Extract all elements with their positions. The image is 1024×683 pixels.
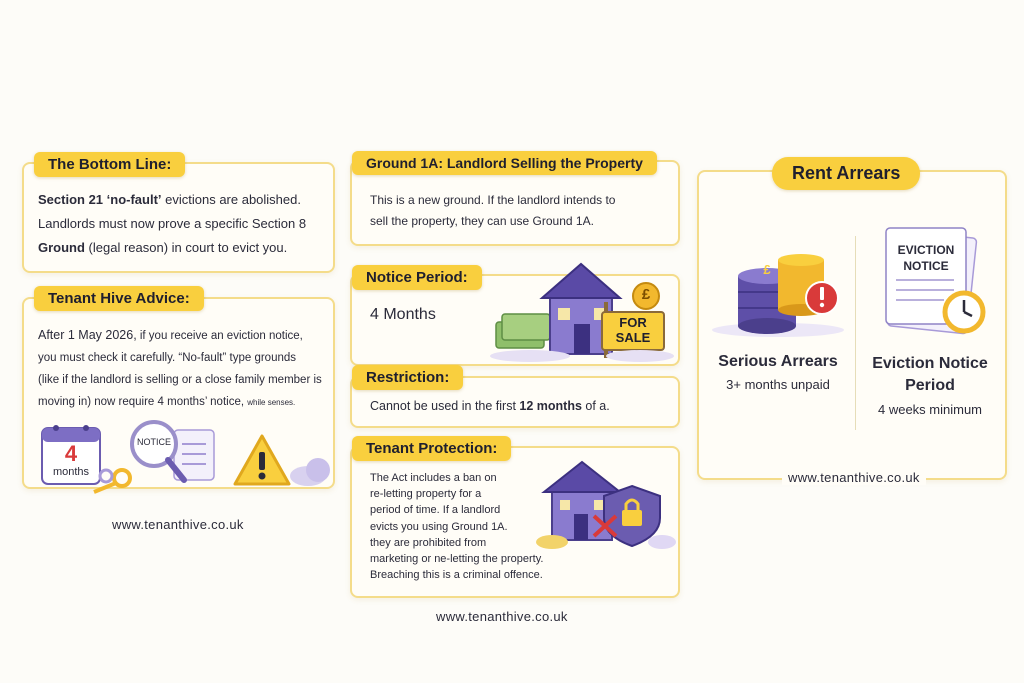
serious-arrears-sub: 3+ months unpaid [726,377,830,392]
bush-decoration [288,450,332,486]
house-for-sale-illustration [490,256,680,364]
notice-period-title: Notice Period: [352,265,482,290]
rent-arrears-title: Rent Arrears [772,157,920,190]
protection-line: marketing or ne-letting the property. [370,553,544,566]
restriction-text [370,396,610,416]
protection-line: period of time. If a landlord [370,504,501,517]
protection-line: they are prohibited from [370,536,487,549]
eviction-period-sub: 4 weeks minimum [877,402,983,417]
protection-line: re-letting property for a [370,488,482,501]
advice-date: After 1 May 2026, [38,328,137,342]
protection-title: Tenant Protection: [352,436,511,461]
ground-bold: Ground [38,240,85,255]
restriction-text-c: of a. [581,399,610,413]
advice-line3: (like if the landlord is selling or a close family member is [38,374,322,386]
right-url[interactable]: www.tenanthive.co.uk [782,470,926,485]
calendar-number: 4 [64,441,78,466]
restriction-months: 12 months [519,399,582,413]
bottom-line-line1: evictions are abolished. [161,192,301,207]
bottom-line-text [38,188,330,260]
protection-line: evicts you using Ground 1A. [370,520,508,533]
protection-line: The Act includes a ban on [370,472,497,484]
protection-text [370,470,543,583]
period-title-line1: Eviction Notice [872,355,988,372]
advice-text [38,324,334,414]
advice-title: Tenant Hive Advice: [34,286,204,311]
advice-line4: moving in) now require 4 months’ [38,396,207,408]
protected-house-illustration [532,456,678,550]
calendar-word: months [52,466,90,478]
section21-bold: Section 21 ‘no-fault’ [38,192,162,207]
restriction-text-a: Cannot be used in the first [370,399,520,413]
period-title-line2: Period [905,377,955,394]
ground-line1: This is a new ground. If the landlord intends to [370,193,616,207]
bottom-line-line2: Landlords must now prove a specific Section 8 [38,216,307,231]
left-url[interactable]: www.tenanthive.co.uk [112,517,244,532]
protection-line: Breaching this is a criminal offence. [370,569,543,582]
coin-symbol: £ [641,286,651,303]
sign-line1: FOR [619,315,647,330]
middle-url[interactable]: www.tenanthive.co.uk [436,609,568,624]
magnifier-notice-icon [128,420,222,490]
advice-line4b: notice, [206,396,248,408]
advice-line1: if you receive an eviction notice, [136,330,303,342]
ground-text [370,190,615,232]
bottom-line-line3: (legal reason) in court to evict you. [84,240,288,255]
advice-small-text: while senses. [247,398,296,407]
for-sale-sign [602,315,664,345]
notice-line2: NOTICE [903,259,949,273]
sign-line2: SALE [615,330,651,345]
notice-line1: EVICTION [897,243,955,257]
serious-arrears-title: Serious Arrears [718,353,838,370]
eviction-notice-illustration [868,222,1000,336]
eviction-period-title [858,353,1002,397]
warning-icon [232,432,292,488]
eviction-notice-label [886,242,966,274]
bottom-line-title: The Bottom Line: [34,152,185,177]
ground-title: Ground 1A: Landlord Selling the Property [352,151,657,175]
restriction-title: Restriction: [352,365,463,390]
coin-symbol: £ [763,262,771,277]
ground-line2: sell the property, they can use Ground 1A. [370,214,594,228]
coin-stack-illustration [708,242,854,338]
notice-label: NOTICE [136,437,171,447]
divider [855,236,856,430]
notice-period-value: 4 Months [370,306,436,323]
advice-line2: you must check it carefully. “No-fault” type grounds [38,352,297,364]
